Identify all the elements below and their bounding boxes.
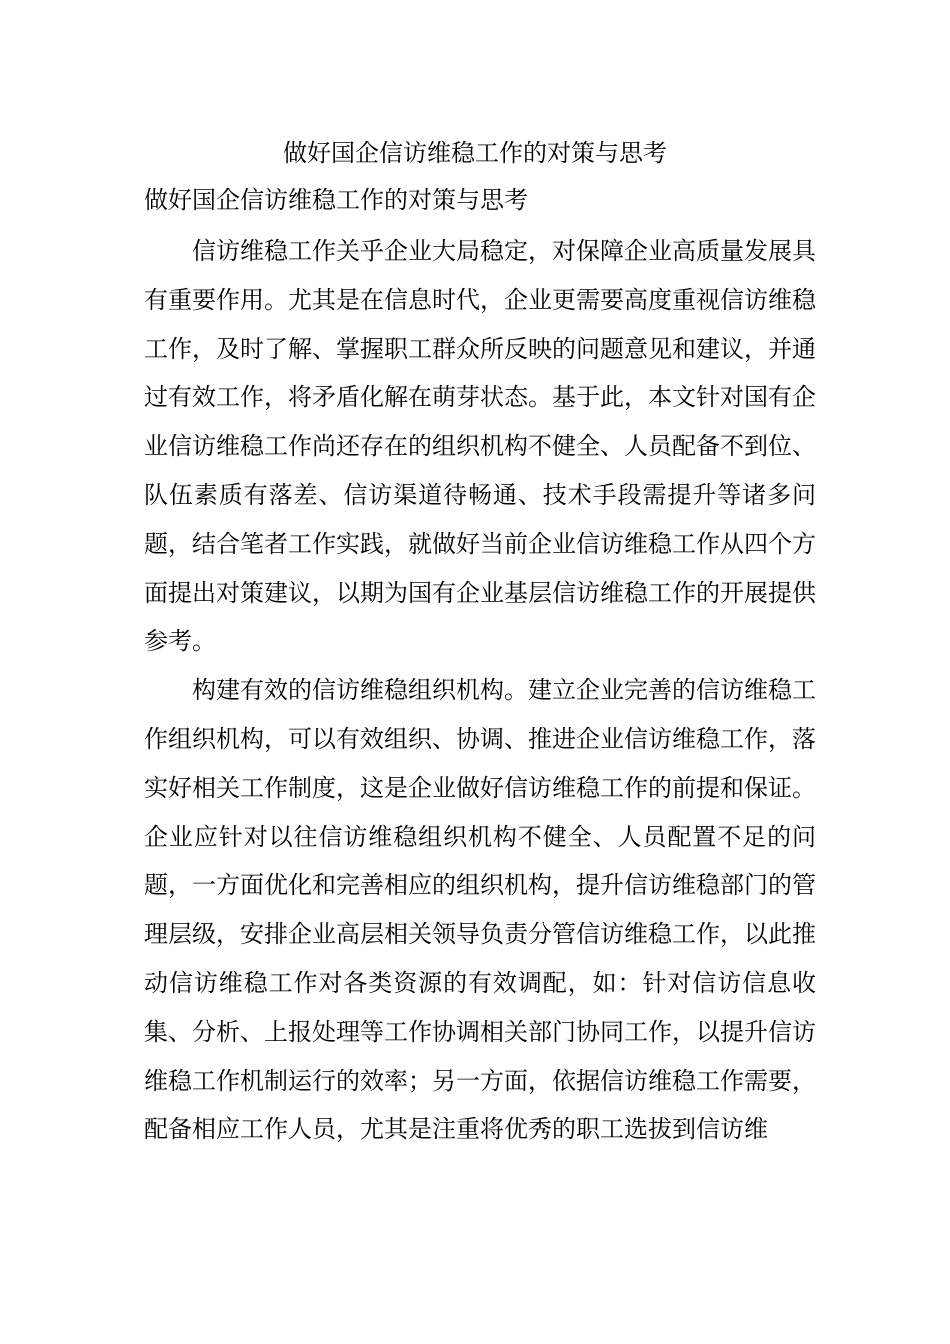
document-subtitle: 做好国企信访维稳工作的对策与思考	[144, 186, 528, 214]
document-body	[144, 227, 816, 1154]
paragraph-organization: 构建有效的信访维稳组织机构。建立企业完善的信访维稳工作组织机构，可以有效组织、协调、推进企业信访维稳工作，落实好相关工作制度，这是企业做好信访维稳工作的前提和保证。企业应针对以往信访维稳组织机构不健全、人员配置不足的问题，一方面优化和完善相应的组织机构，提升信访维稳部门的管理层级，安排企业高层相关领导负责分管信访维稳工作，以此推动信访维稳工作对各类资源的有效调配，如：针对信访信息收集、分析、上报处理等工作协调相关部门协同工作，以提升信访维稳工作机制运行的效率；另一方面，依据信访维稳工作需要，配备相应工作人员，尤其是注重将优秀的职工选拔到信访维	[144, 676, 816, 1144]
document-title: 做好国企信访维稳工作的对策与思考	[283, 139, 667, 167]
paragraph-intro: 信访维稳工作关乎企业大局稳定，对保障企业高质量发展具有重要作用。尤其是在信息时代，企业更需要高度重视信访维稳工作，及时了解、掌握职工群众所反映的问题意见和建议，并通过有效工作，将矛盾化解在萌芽状态。基于此，本文针对国有企业信访维稳工作尚还存在的组织机构不健全、人员配备不到位、队伍素质有落差、信访渠道待畅通、技术手段需提升等诸多问题，结合笔者工作实践，就做好当前企业信访维稳工作从四个方面提出对策建议，以期为国有企业基层信访维稳工作的开展提供参考。	[144, 237, 816, 656]
